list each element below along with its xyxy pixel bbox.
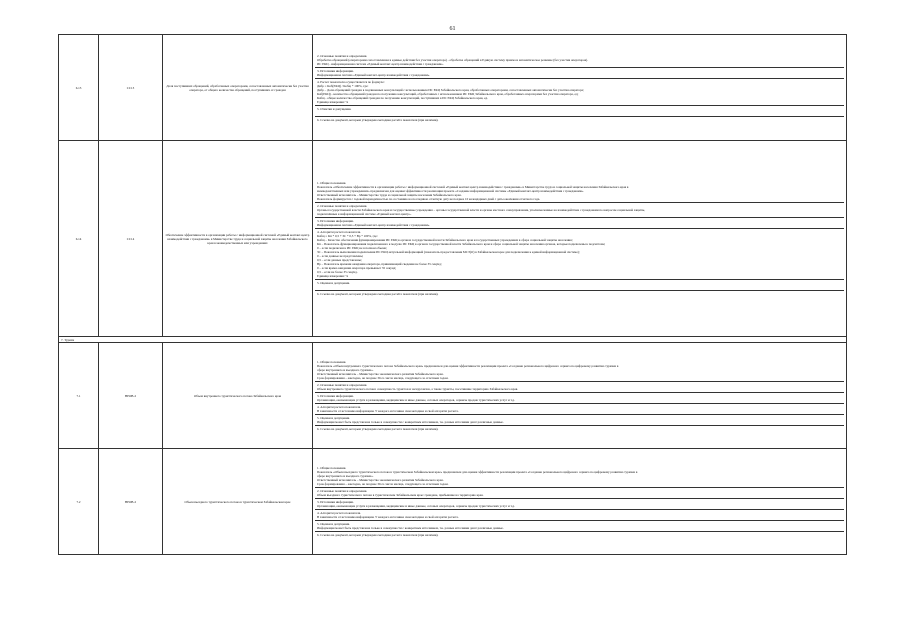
table-row: [59, 141, 847, 337]
block-heading: 4. Алгоритм расчета показателя.: [317, 511, 361, 515]
row-name: Обеспечение эффективности в организации работы с информационной системой «Единый контакт-центр взаимодействия с гражданами» в Министерстве труда и социальной защиты населения Забайкальского края в межведомственных или учреждениях: [163, 141, 313, 337]
block-line: ЗС – Показатель выполнения подключения ИС ЕКЦ актуальной информацией (показатель предоставления МСЭ(О) в Забайкальском крае для подключения к единой информационной системе);: [317, 250, 580, 254]
description-block: [315, 499, 844, 510]
block-line: Единица измерения: %: [317, 99, 349, 104]
row-description: [313, 35, 847, 141]
block-heading: 2. Основные понятия и определения.: [317, 53, 368, 58]
row-number: 7.1: [59, 343, 99, 449]
block-heading: 1. Общие положения.: [317, 181, 347, 185]
block-line: Органы государственной власти Забайкальского края и государственные учреждения – органы государственной власти и органы местного самоуправления, уполномоченные на взаимодействие с гражданами по вопросам социальной защиты,: [317, 208, 646, 212]
description-block: [315, 393, 844, 404]
block-line: Обработка обращений (операторами сопоставленная в единые действия без участия оператора) - обработка обращений в Единую систему приема и автоматическое решение (без участия операторов).: [317, 57, 588, 62]
description-block: [315, 291, 844, 297]
block-heading: 2. Основные понятия и определения.: [317, 383, 368, 387]
block-heading: 4. Алгоритм расчета показателя.: [317, 230, 361, 234]
description-block: [315, 218, 844, 229]
block-line: Показатель «Объем въездного туристического потока в туристическом Забайкальском крае» предназначен для оценки эффективности реализации проекта «Создание регионального цифрового сервиса по цифровому развитию туризма в: [317, 470, 638, 474]
block-line: межведомственных или учреждениях» предназначен для оценки эффективности реализации проекта «Создание информационной системы «Единый контакт-центр взаимодействия с гражданами».: [317, 189, 584, 193]
block-line: Ответственный исполнитель – Министерство труда и социальной защиты населения Забайкальского края.: [317, 193, 462, 197]
description-block: [315, 426, 844, 432]
block-heading: 5. Оценки и допущения.: [317, 281, 350, 285]
block-line: Единица измерения: %: [317, 274, 349, 278]
block-heading: 4. Алгоритм расчета показателя.: [317, 405, 361, 409]
block-line: Информация может быть представлена только в совокупности с конкретным источником, т.к. разные источники дают различные данные.: [317, 526, 504, 530]
block-line: сфере внутреннего и въездного туризма».: [317, 368, 374, 372]
description-block: [315, 229, 844, 280]
block-line: сфере внутреннего и въездного туризма».: [317, 474, 374, 478]
block-line: 0 – если время ожидания оператора превышает 35 секунд;: [317, 266, 397, 270]
row-code: СС14: [99, 141, 163, 337]
block-heading: 2. Основные понятия и определения.: [317, 489, 368, 493]
block-line: Кобщ - общее количество обращений граждан по получению консультаций, поступивших в ИС ЕКЦ Забайкальского края, ед.: [317, 95, 488, 100]
block-heading: 3. Источники информации.: [317, 500, 354, 504]
description-block: [315, 521, 844, 532]
table-row: [59, 449, 847, 555]
row-code: НРОВ-2: [99, 343, 163, 449]
block-spacer: [317, 285, 842, 289]
description-block: [315, 488, 844, 499]
block-line: Ответственный исполнитель – Министерство экономического развития Забайкальского края.: [317, 478, 444, 482]
block-heading: 6. Ссылка на документ, которым утверждена методика расчета показателя (при наличии).: [317, 427, 439, 431]
row-description: [313, 141, 847, 337]
block-heading: 3. Источники информации.: [317, 68, 354, 73]
block-heading: 4. Расчет показателя осуществляется по формуле:: [317, 79, 385, 84]
table-row: [59, 35, 847, 141]
block-line: Объем внутреннего туристического потока: совокупность туристов и экскурсантов, а также туристы, посетившие территорию Забайкальского края.: [317, 387, 519, 391]
block-line: 0,5 – если не более 35 секунд.: [317, 270, 358, 274]
block-line: Показатель «Обеспечение эффективности в организации работы с информационной системой «Единый контакт-центр взаимодействия с гражданами» в Министерстве труда и социальной защиты населения Забайкальского края в: [317, 185, 629, 189]
block-line: Объем въездного туристического потока в туристическом Забайкальском крае: граждане, прибывшие на территорию края.: [317, 493, 484, 497]
block-line: В зависимости от источника информации. У каждого источника своя методика и свой алгоритм расчета.: [317, 515, 459, 519]
row-name: Доля поступивших обращений, обработанных операторами, сопоставленных автоматически без участия оператора, от общего количества обращений, поступивших от граждан: [163, 35, 313, 141]
block-heading: 2. Основные понятия и определения.: [317, 204, 368, 208]
block-heading: 6. Ссылка на документ, которым утверждена методика расчета показателя (при наличии).: [317, 533, 439, 537]
description-block: [315, 106, 844, 117]
block-heading: 1. Общие положения.: [317, 466, 347, 470]
block-line: Информационная система «Единый контакт-центр взаимодействия с гражданами».: [317, 223, 431, 227]
description-block: [315, 359, 844, 382]
block-heading: 6. Ссылка на документ, которым утверждена методика расчёта показателя (при наличии).: [317, 292, 439, 296]
block-line: 0 – если данные не представлены;: [317, 254, 364, 258]
block-line: Дкбр – Доля обращений граждан в подчиненных консультаций с использованием ИС ЕКЦ Забайкальского края, обработанных операторами, сопоставленных автоматически без участия оператора;: [317, 87, 584, 92]
description-block: [315, 180, 844, 203]
block-heading: 5. Оценки и допущения.: [317, 522, 350, 526]
block-line: Кп – Показатель функционирования подключенного к модулю ИС ЕКЦ в органах государственной власти Забайкальского края и сфере социальной защиты населения органов, которые подключены к подсистеме;: [317, 242, 606, 246]
description-block: [315, 79, 844, 106]
description-block: [315, 404, 844, 415]
block-line: В зависимости от источника информации. У каждого источника своя методика и свой алгоритм расчета.: [317, 409, 459, 413]
row-name: Объем въездного туристического потока в туристическом Забайкальском крае: [163, 449, 313, 555]
block-line: Вр – Показатель времени ожидания оператора, принимающий сведения не более 35 секунд;: [317, 262, 442, 266]
block-line: Кобщ = Кп * 0,5 + ЗС * 0,5 + Вр * 100%, где:: [317, 234, 378, 238]
row-description: [313, 449, 847, 555]
description-block: [315, 510, 844, 521]
description-block: [315, 532, 844, 538]
block-line: Организации, оказывающие услуги в размещении, медицинские и иные данные, сотовых операторов, сервисы продаж туристических услуг и т.д.: [317, 504, 515, 508]
block-line: Ответственный исполнитель – Министерство экономического развития Забайкальского края.: [317, 372, 444, 376]
block-line: Информация может быть представлена только в совокупности с конкретным источником, т.к. разные источники дают различные данные.: [317, 420, 504, 424]
block-heading: 3. Источники информации.: [317, 394, 354, 398]
block-line: Информационная система «Единый контакт-центр взаимодействия с гражданами».: [317, 72, 431, 77]
description-block: [315, 68, 844, 79]
table-row: [59, 343, 847, 449]
block-line: ИС ЕКЦ - информационная система «Единый контакт-центр взаимодействия с гражданами».: [317, 61, 444, 66]
block-line: Коб(ЕКЦ) - количество обращений граждан по получению консультаций, обработанных с использованием ИС ЕКЦ Забайкальского края, обработанных операторами без участия оператора, ед;: [317, 91, 579, 96]
block-heading: 1. Общие положения.: [317, 360, 347, 364]
block-line: Показатель формируется с годовой периодичностью по состоянию на последнюю отчетную дату не позднее 10 календарных дней с даты окончания отчетного года.: [317, 197, 541, 201]
description-block: [315, 53, 844, 68]
block-line: Дкбр = Коб(ЕКЦ) / Кобщ * 100%, где:: [317, 83, 369, 88]
row-number: 6.14: [59, 141, 99, 337]
row-name: Объем внутреннего туристического потока Забайкальского края: [163, 343, 313, 449]
block-line: Кобщ – Качество обеспечения функционирования ИС ЕКЦ в органах государственной власти Забайкальского края и государственных учреждениях в сфере социальной защиты населения;: [317, 238, 573, 242]
description-block: [315, 382, 844, 393]
description-block: [315, 280, 844, 291]
block-spacer: [317, 111, 842, 115]
row-number: 7.2: [59, 449, 99, 555]
block-line: подключённые к информационной системе «Единый контакт-центр».: [317, 212, 412, 216]
block-heading: 3. Источники информации.: [317, 219, 354, 223]
description-block: [315, 203, 844, 218]
block-line: 0 – если подключен к ИС ЕКЦ не в полном объеме;: [317, 246, 387, 250]
block-heading: 5. Оценки и допущения.: [317, 416, 350, 420]
block-line: Срок формирования – ежегодно, не позднее 30-го числа месяца, следующего за отчетным годом.: [317, 482, 449, 486]
block-heading: 6. Ссылка на документ, которым утверждена методика расчёта показателя (при наличии).: [317, 117, 439, 122]
section-title: 7. Туризм: [59, 337, 847, 343]
description-block: [315, 117, 844, 123]
row-code: СС13: [99, 35, 163, 141]
description-block: [315, 415, 844, 426]
block-heading: 5. Отметки и допущения.: [317, 106, 352, 111]
block-line: Организации, оказывающие услуги в размещении, медицинские и иные данные, сотовых операторов, сервисы продаж туристических услуг и т.д.: [317, 398, 515, 402]
row-number: 6.13: [59, 35, 99, 141]
description-block: [315, 465, 844, 488]
indicator-table: [58, 34, 847, 555]
row-code: НРОВ-2: [99, 449, 163, 555]
page-number: 61: [449, 26, 456, 32]
block-line: Срок формирования – ежегодно, не позднее 30-го числа месяца, следующего за отчетным годом.: [317, 376, 449, 380]
block-line: 0,5 – если данные представлены;: [317, 258, 362, 262]
row-description: [313, 343, 847, 449]
block-line: Показатель «Объем внутреннего туристического потока Забайкальского края» предназначен для оценки эффективности реализации проекта «Создание регионального цифрового сервиса по цифровому развитию туризма в: [317, 364, 619, 368]
